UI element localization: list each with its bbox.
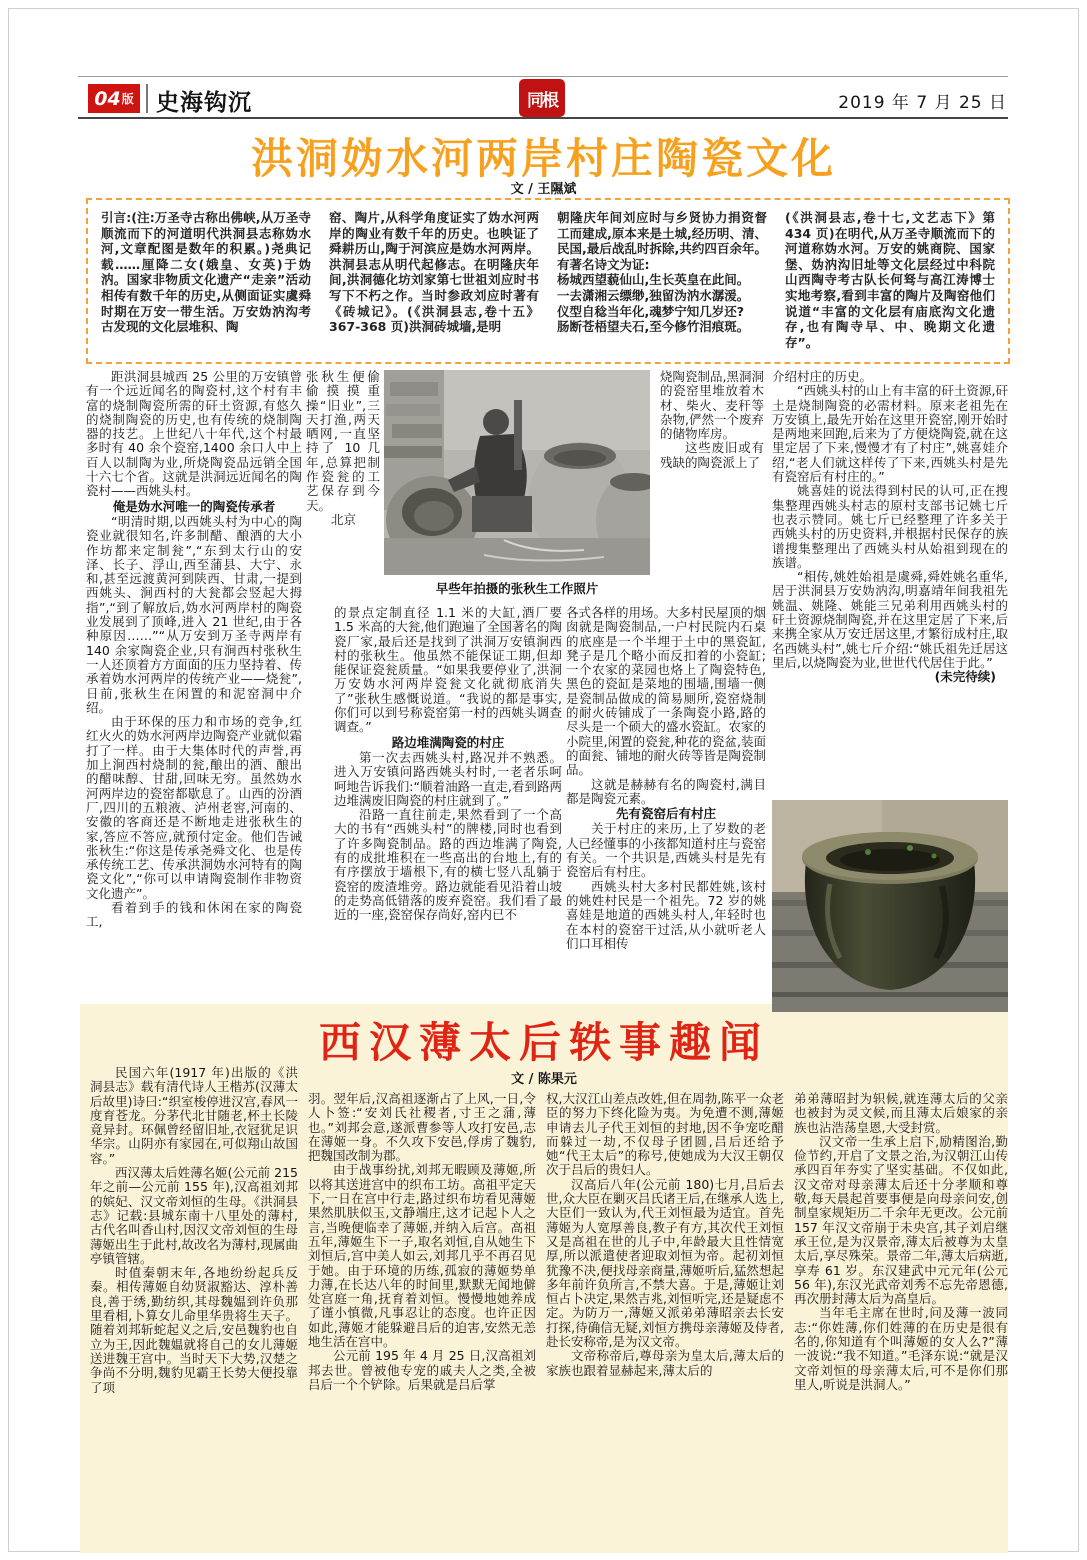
- photo-illustration: [384, 370, 650, 575]
- header-bottom-rule: [78, 117, 1008, 119]
- header-top-rule: [78, 76, 1008, 77]
- edition-suffix: 版: [121, 92, 134, 106]
- article2-column-4: 弟弟薄昭封为轵候,就连薄太后的父亲也被封为灵文候,而且薄太后娘家的亲族也沾浩荡皇恩,大受封赏。 汉文帝一生承上启下,励精图治,勤俭节约,开启了文景之治,为汉朝江山传承四百年夯实了坚实基础。不仅如此,汉文帝对母亲薄太后还十分孝顺和尊敬,每天晨起首要事便是向母亲问安,创制皇家规矩历二千余年无更改。公元前 157 年汉文帝崩于未央宫,其子刘启继承王位,是为汉景帝,薄太后被尊为太皇太后,享尽殊荣。景帝二年,薄太后病逝,享寿 61 岁。东汉建武中元元年(公元 56 年),东汉光武帝刘秀不忘先帝恩德,再次册封薄太后为高皇后。 当年毛主席在世时,问及薄一波同志:“你姓薄,你们姓薄的在历史是很有名的,你知道有个叫薄姬的女人么?”薄一波说:“我不知道。”毛泽东说:“就是汉文帝刘恒的母亲薄太后,可不是你们那里人,听说是洪洞人。”: [794, 1092, 1008, 1392]
- article2-headline: 西汉薄太后轶事趣闻: [318, 1018, 769, 1067]
- edition-number: 04: [94, 87, 121, 110]
- masthead-logo: 同根: [519, 79, 565, 117]
- article1-column-2-below-photo: 的景点定制直径 1.1 米的大缸,酒厂要 1.5 米高的大瓮,他们跑遍了全国著名的陶瓷厂家,最后还是找到了洪洞万安镇涧西村的张秋生。他虽然不能保证工期,但却能保证瓷瓮质量。“如果我要停业了,洪洞万安妫水河两岸瓷瓮文化就彻底消失了”张秋生感慨说道。“我说的都是事实,你们可以到号称瓷窑第一村的西姚头调查调查。” 路边堆满陶瓷的村庄 第一次去西姚头村,路况并不熟悉。进入万安镇问路西姚头村时,一老者乐呵呵地告诉我们:“顺着油路一直走,看到路两边堆满废旧陶瓷的村庄就到了。” 沿路一直往前走,果然看到了一个高大的书有“西姚头村”的牌楼,同时也看到了许多陶瓷制品。路的西边堆满了陶瓷,有的成批堆积在一些高出的台地上,有的有序摆放于墙根下,有的横七竖八乱躺于瓷窑的废渣堆旁。路边就能看见沿着山坡的走势高低错落的废弃瓷窑。我们看了最近的一座,瓷窑保存尚好,窑内已不: [334, 606, 562, 923]
- intro-column-2: 窑、陶片,从科学角度证实了妫水河两岸的陶业有数千年的历史。也映证了舜耕历山,陶于河滨应是妫水河两岸。洪洞县志从明代起修志。在明隆庆年间,洪洞德化坊刘家第七世祖刘应时书写下不朽之作。当时参政刘应时著有《砖城记》。(《洪洞县志,卷十五》367-368 页)洪洞砖城墙,是明: [329, 210, 539, 335]
- article2-column-2: 羽。翌年后,汉高祖逐渐占了上风,一日,令人卜签:“安刘氏社稷者,寸王之蒲,薄也。”刘邦会意,遂派曹参等人攻打安邑,志在薄姬一身。不久攻下安邑,俘虏了魏豹,把魏国改制为郡。 由于战事纷扰,刘邦无暇顾及薄姬,所以将其送进宫中的织布工坊。高祖平定天下,一日在宫中行走,路过织布坊看见薄姬果然肌肤似玉,文静端庄,这才记起卜人之言,当晚便临幸了薄姬,并纳入后宫。高祖五年,薄姬生下一子,取名刘恒,自从她生下刘恒后,宫中美人如云,刘邦几乎不再召见于她。由于环境的历练,孤寂的薄姬势单力薄,在长达八年的时间里,默默无闻地僻处宫庭一角,抚育着刘恒。慢慢地她养成了谨小慎微,凡事忍让的态度。也许正因如此,薄姬才能躲避吕后的迫害,安然无恙地生活在宫中。 公元前 195 年 4 月 25 日,汉高祖刘邦去世。曾被他专宠的戚夫人之类,全被吕后一个个铲除。后果就是吕后掌: [308, 1092, 536, 1392]
- photo-caption: 早些年拍摄的张秋生工作照片: [435, 581, 599, 596]
- article2-column-1: 民国六年(1917 年)出版的《洪洞县志》载有清代诗人王楷苏(汉薄太后故里)诗曰:“织室梭停进汉宫,春风一度育苍龙。分茅代北甘随老,杯土长陵竟异封。环佩曾经留旧址,衣冠犹足识华宗。山阴亦有家园在,可似翔山故国容。” 西汉薄太后姓薄名姬(公元前 215 年之前—公元前 155 年),汉高祖刘邦的嫔妃、汉文帝刘恒的生母。《洪洞县志》记载:县城东南十八里处的薄村,古代名叫香山村,因汉文帝刘恒的生母薄姬出生于此村,故改名为薄村,现属曲亭镇管辖。 时值秦朝末年,各地纷纷起兵反秦。相传薄姬自幼贤淑豁达、淳朴善良,善于绣,勤纺织,其母魏媪到许负那里看相,卜算女儿命里华贵将生天子。随着刘邦斩蛇起义之后,安邑魏豹也自立为王,因此魏媪就将自己的女儿薄姬送进魏王宫中。当时天下大势,汉楚之争尚不分明,魏豹见霸王长势大便投靠了项: [90, 1066, 298, 1395]
- edition-badge: [88, 84, 140, 113]
- article1-intro-box: [86, 198, 1010, 364]
- issue-date: 2019 年 7 月 25 日: [838, 93, 1007, 113]
- article1-column-3-below-photo: 各式各样的用场。大多村民屋顶的烟囱就是陶瓷制品,一户村民院内石桌的底座是一个半埋于土中的黑瓷缸,凳子是几个略小而反扣着的小瓷缸;一个农家的菜园也烙上了陶瓷特色,黑色的瓷缸是菜地的围墙,围墙一侧是瓷制品做成的简易厕所,瓷窑烧制的耐火砖铺成了一条陶瓷小路,路的尽头是一个硕大的盛水瓷缸。农家的小院里,闲置的瓷瓮,种花的瓷盆,装面的面瓮、铺地的耐火砖等皆是陶瓷制品。 这就是赫赫有名的陶瓷村,满目都是陶瓷元素。 先有瓷窑后有村庄 关于村庄的来历,上了岁数的老人已经懂事的小孩都知道村庄与瓷窑有关。一个共识是,西姚头村是先有瓷窑后有村庄。 西姚头村大多村民都姓姚,该村的姚姓村民是一个祖先。72 岁的姚喜娃是地道的西姚头村人,年轻时也在本村的瓷窑干过活,从小就听老人们口耳相传: [566, 606, 766, 951]
- article1-column-1: 距洪洞县城西 25 公里的万安镇曾有一个远近闻名的陶瓷村,这个村有丰富的烧制陶瓷所需的矸土资源,有悠久的烧制陶瓷的历史,也有传统的烧制陶器的技艺。上世纪八十年代,这个村最多时有 40 余个瓷窑,1400 余口人中上百人以制陶为业,所烧陶瓷品远销全国十六七个省。这就是洪洞远近闻名的陶瓷村——西姚头村。 俺是妫水河唯一的陶瓷传承者 “明清时期,以西姚头村为中心的陶瓷业就很知名,许多制醋、酿酒的大小作坊都来定制瓮”,“东到太行山的安泽、长子、浮山,西至蒲县、大宁、永和,甚至远渡黄河到陕西、甘肃,一提到西姚头、涧西村的大瓮都会竖起大拇指”,“到了解放后,妫水河两岸村的陶瓷业发展到了顶峰,进入 21 世纪,由于各种原因……”“从万安到万圣寺两岸有 140 余家陶瓷企业,只有涧西村张秋生一人还顶着方方面面的压力坚持着、传承着妫水河两岸的传统产业——烧瓮”,日前,张秋生在闲置的和泥窑洞中介绍。 由于环保的压力和市场的竞争,红红火火的妫水河两岸边陶瓷产业就似霜打了一样。由于大集体时代的声誉,再加上涧西村烧制的瓮,酿出的酒、酿出的醋味醇、甘甜,回味无穷。虽然妫水河两岸边的瓷窑都歇息了。山西的汾酒厂,四川的五粮液、泸州老窖,河南的、安徽的客商还是不断地走进张秋生的家,答应不答应,就预付定金。他们告诫张秋生:“你这是传承尧舜文化、也是传承传统工艺、传承洪洞妫水河特有的陶瓷文化”,“你可以申请陶瓷制作非物资文化遗产”。 看着到手的钱和休闲在家的陶瓷工,: [86, 370, 302, 930]
- ceramic-pot-photo: [772, 800, 1008, 1012]
- article1-column-3-narrow: 烧陶瓷制品,黑洞洞的瓷窑里堆放着木材、柴火、麦秆等杂物,俨然一个废弃的储物库房。 这些废旧或有残缺的陶瓷派上了: [660, 370, 764, 470]
- intro-column-4: (《洪洞县志,卷十七,文艺志下》第 434 页)在明代,从万圣寺顺流而下的河道称妫水河。万安的姚商院、国家堡、妫汭沟旧址等文化层经过中科院山西陶寺考古队长何驽与高江涛博士实地考察,看到丰富的陶片及陶窑他们说道“丰富的文化层有庙底沟文化遗存,也有陶寺早、中、晚期文化遗存”。: [785, 210, 995, 350]
- intro-column-1: 引言:(注:万圣寺古称出佛峡,从万圣寺顺流而下的河道明代洪洞县志称妫水河,文章配图是数年的积累。)尧典记载……厘降二女(娥皇、女英)于妫汭。国家非物质文化遗产“走亲”活动相传有数千年的历史,从侧面证实虞舜时期在万安一带生活。万安妫汭沟考古发现的文化层堆积、陶: [101, 210, 311, 335]
- section-title: 史海钩沉: [156, 90, 252, 116]
- article1-byline: 文 / 王隰斌: [510, 182, 577, 197]
- article2-column-3: 权,大汉江山差点改姓,但在周勃,陈平一众老臣的努力下终化险为夷。为免遭不测,薄姬申请去儿子代王刘恒的封地,因不争宠吃醋而躲过一劫,不仅母子团圆,吕后还给予她“代王太后”的称号,使她成为大汉王朝仅次于吕后的贵妇人。 汉高后八年(公元前 180)七月,吕后去世,众大臣在剿灭吕氏诸王后,在继承人选上,大臣们一致认为,代王刘恒最为适宜。首先薄姬为人宽厚善良,教子有方,其次代王刘恒又是高祖在世的儿子中,年龄最大且性情宽厚,所以派遣使者迎取刘恒为帝。起初刘恒犹豫不决,便找母亲商量,薄姬听后,猛然想起多年前许负所言,不禁大喜。于是,薄姬让刘恒占卜决定,果然吉兆,刘恒听完,还是疑虑不定。为防万一,薄姬又派弟弟薄昭亲去长安打探,待确信无疑,刘恒方携母亲薄姬及侍者,赴长安称帝,是为汉文帝。 文帝称帝后,尊母亲为皇太后,薄太后的家族也跟着显赫起来,薄太后的: [546, 1092, 784, 1378]
- article1-headline: 洪洞妫水河两岸村庄陶瓷文化: [250, 134, 836, 183]
- pot-illustration: [772, 800, 1008, 1012]
- zhang-qiusheng-photo: [384, 370, 650, 575]
- intro-column-3: 朝隆庆年间刘应时与乡贤协力捐资督工而建成,原本来是土城,经历明、清、民国,最后战乱时拆除,共约四百余年。有著名诗文为证: 杨城西望藐仙山,生长英皇在此间。 一去潇湘云缥缈,独留沩汭水潺湲。 仪型自稔当年化,魂梦宁知几岁还? 肠断苍梧望夫石,至今修竹泪痕斑。: [557, 210, 767, 335]
- article2-byline: 文 / 陈果元: [511, 1072, 577, 1087]
- article1-column-2-narrow: 张秋生便偷偷摸摸重操“旧业”,三天打渔,两天晒网,一直坚持了 10 几年,总算把制作瓷瓮的工艺保存到今天。 北京: [306, 370, 380, 527]
- header-divider: [146, 84, 148, 113]
- article1-column-4: 介绍村庄的历史。 “西姚头村的山上有丰富的矸土资源,矸土是烧制陶瓷的必需材料。原来老祖先在万安镇上,最先开始在这里开瓷窑,刚开始时是两地来回跑,后来为了方便烧陶瓷,就在这里定居了下来,慢慢才有了村庄”,姚喜娃介绍,“老人们就这样传了下来,西姚头村是先有瓷窑后有村庄的。” 姚喜娃的说法得到村民的认可,正在搜集整理西姚头村志的原村支部书记姚七斤也表示赞同。姚七斤已经整理了许多关于西姚头村的历史资料,并根据村民保存的族谱搜集整理出了西姚头村从始祖到现在的族谱。 “相传,姚姓始祖是虞舜,舜姓姚名重华,居于洪洞县万安妫汭沟,明嘉靖年间我祖先姚温、姚隆、姚能三兄弟利用西姚头村的矸土资源烧制陶瓷,并在这里定居了下来,后来携全家从万安迁居这里,才繁衍成村庄,取名西姚头村”,姚七斤介绍:“姚氏祖先迁居这里后,以烧陶瓷为业,世世代代居住于此。” (未完待续): [772, 370, 1008, 685]
